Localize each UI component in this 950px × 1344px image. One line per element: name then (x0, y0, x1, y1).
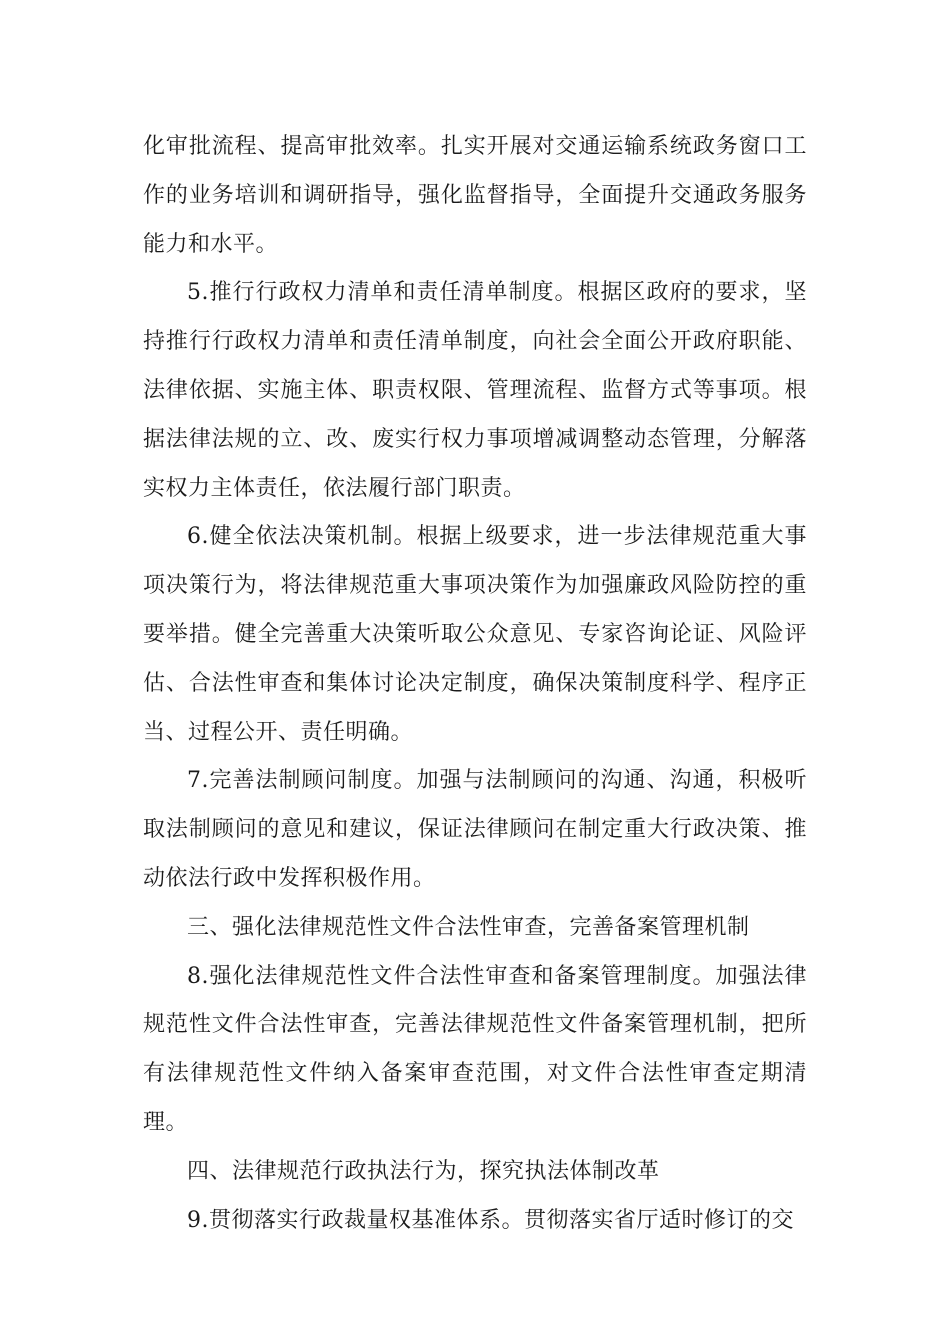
section-heading-4: 四、法律规范行政执法行为，探究执法体制改革 (187, 1158, 660, 1184)
paragraph-item-6: 6.健全依法决策机制。根据上级要求，进一步法律规范重大事项决策行为，将法律规范重大事项决策作为加强廉政风险防控的重要举措。健全完善重大决策听取公众意见、专家咨询论证、风险评估、合法性审查和集体讨论决定制度，确保决策制度科学、程序正当、过程公开、责任明确。 (143, 524, 807, 745)
paragraph-item-5: 5.推行行政权力清单和责任清单制度。根据区政府的要求，坚持推行行政权力清单和责任清单制度，向社会全面公开政府职能、法律依据、实施主体、职责权限、管理流程、监督方式等事项。根据法律法规的立、改、废实行权力事项增减调整动态管理，分解落实权力主体责任，依法履行部门职责。 (143, 280, 807, 501)
paragraph-item-8: 8.强化法律规范性文件合法性审查和备案管理制度。加强法律规范性文件合法性审查，完善法律规范性文件备案管理机制，把所有法律规范性文件纳入备案审查范围，对文件合法性审查定期清理。 (143, 963, 807, 1135)
paragraph-item-7: 7.完善法制顾问制度。加强与法制顾问的沟通、沟通，积极听取法制顾问的意见和建议，保证法律顾问在制定重大行政决策、推动依法行政中发挥积极作用。 (143, 768, 807, 891)
document-body (143, 123, 807, 1245)
section-heading-3: 三、强化法律规范性文件合法性审查，完善备案管理机制 (187, 914, 750, 940)
paragraph-continuation: 化审批流程、提高审批效率。扎实开展对交通运输系统政务窗口工作的业务培训和调研指导，强化监督指导，全面提升交通政务服务能力和水平。 (143, 134, 807, 257)
paragraph-item-9: 9.贯彻落实行政裁量权基准体系。贯彻落实省厅适时修订的交 (187, 1207, 794, 1233)
